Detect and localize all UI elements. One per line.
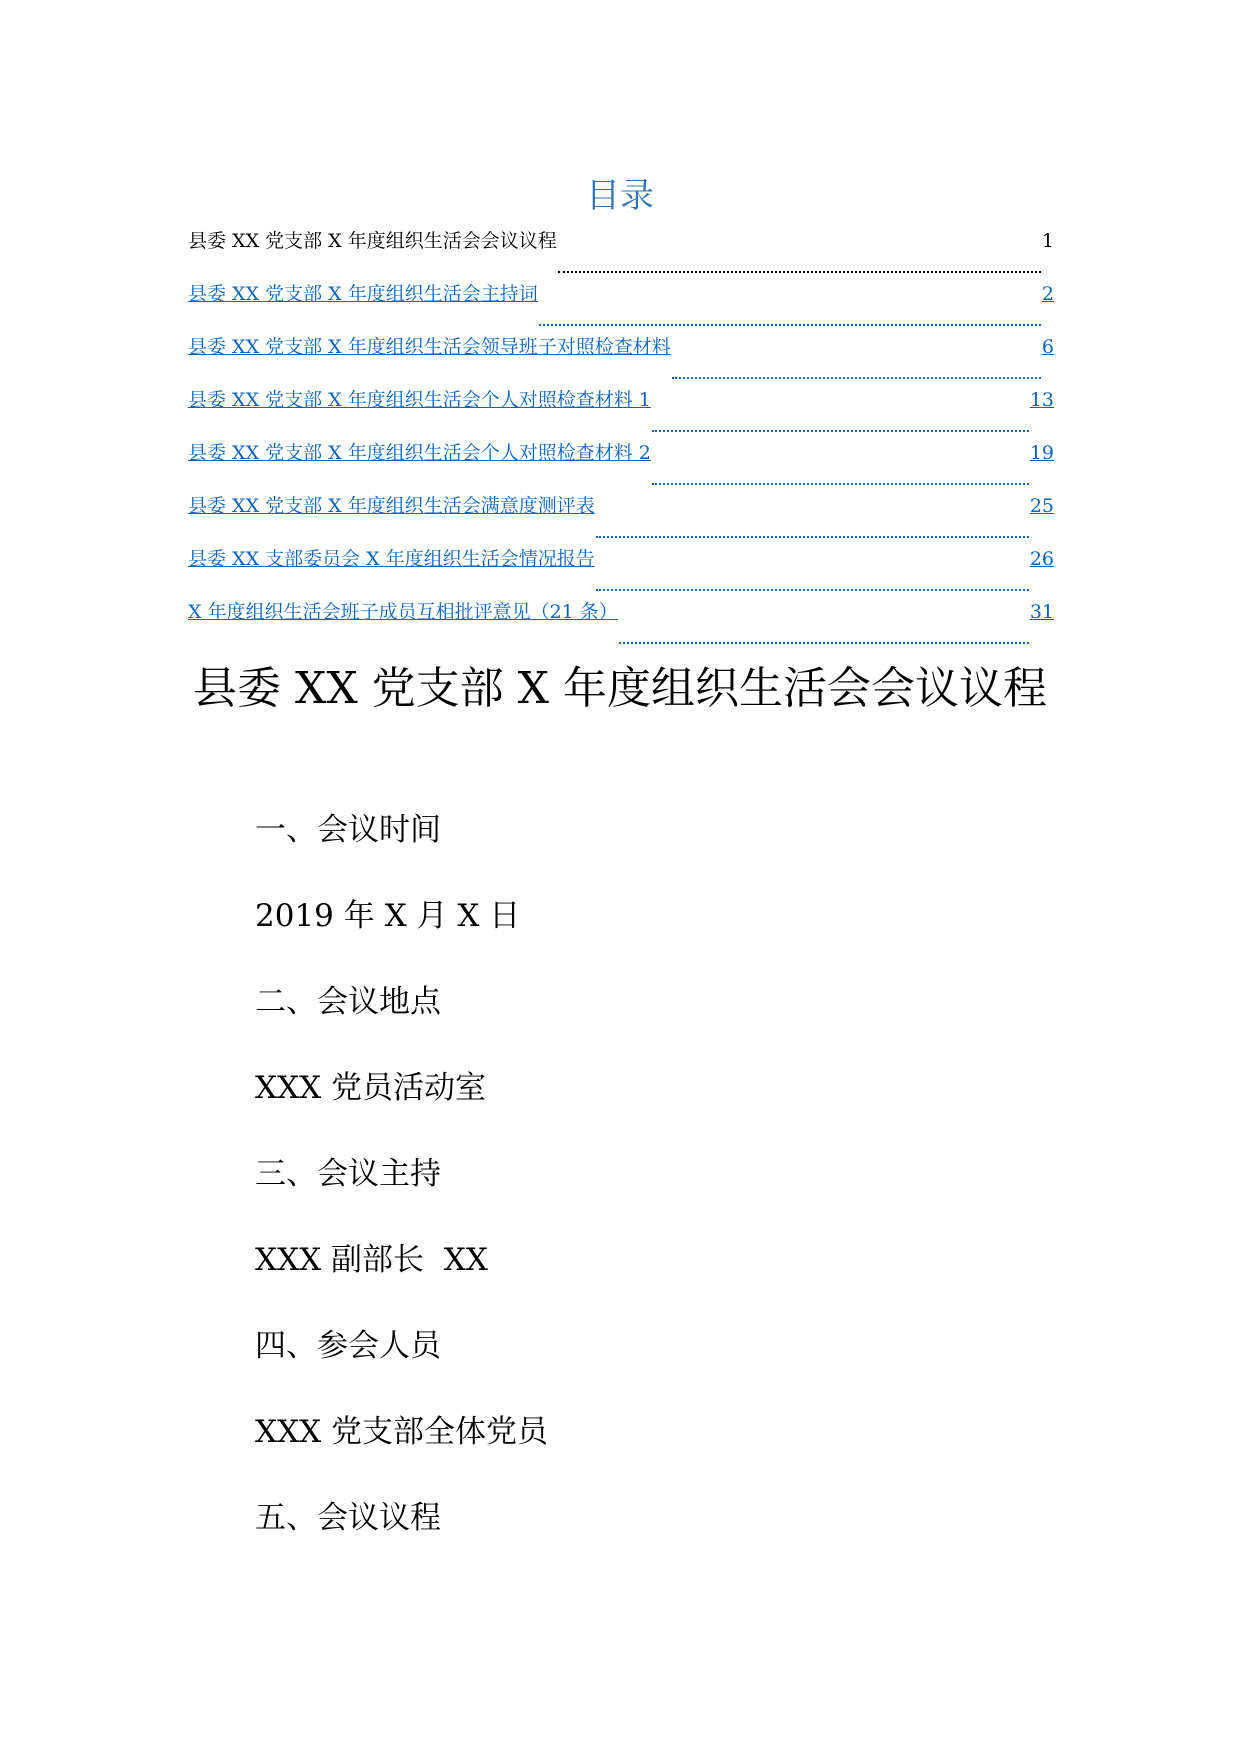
toc-entry[interactable] (188, 440, 1054, 493)
toc-entry-text: 县委 XX 党支部 X 年度组织生活会领导班子对照检查材料 (188, 336, 671, 358)
toc-dot-leader (652, 465, 1029, 485)
toc-entry[interactable] (188, 599, 1054, 652)
toc-entry[interactable] (188, 334, 1054, 387)
toc-entry-text: 县委 XX 党支部 X 年度组织生活会个人对照检查材料 2 (188, 442, 651, 464)
toc-entry[interactable] (188, 387, 1054, 440)
section-content: XXX 党支部全体党员 (255, 1414, 549, 1450)
toc-dot-leader (558, 253, 1041, 273)
section-heading: 一、会议时间 (255, 812, 441, 848)
toc-dot-leader (652, 412, 1029, 432)
document-body (255, 810, 1055, 1584)
toc-title: 目录 (586, 176, 654, 216)
document-title: 县委 XX 党支部 X 年度组织生活会会议议程 (193, 663, 1047, 714)
section-heading: 五、会议议程 (255, 1500, 441, 1536)
section-heading: 三、会议主持 (255, 1156, 441, 1192)
table-of-contents (188, 228, 1054, 652)
toc-entry-page: 1 (1041, 230, 1054, 252)
toc-dot-leader (596, 571, 1029, 591)
toc-entry[interactable] (188, 281, 1054, 334)
toc-entry-page: 13 (1029, 389, 1054, 411)
toc-dot-leader (619, 624, 1029, 644)
toc-dot-leader (539, 306, 1041, 326)
toc-entry-page: 25 (1029, 495, 1054, 517)
section-content: XXX 党员活动室 (255, 1070, 487, 1106)
toc-entry-page: 6 (1041, 336, 1054, 358)
toc-entry[interactable] (188, 493, 1054, 546)
section-content: XXX 副部长 XX (255, 1242, 488, 1278)
toc-entry-page: 26 (1029, 548, 1054, 570)
toc-entry[interactable] (188, 228, 1054, 281)
section-content: 2019 年 X 月 X 日 (255, 898, 521, 934)
toc-entry-text: 县委 XX 支部委员会 X 年度组织生活会情况报告 (188, 548, 595, 570)
toc-dot-leader (596, 518, 1029, 538)
toc-dot-leader (672, 359, 1041, 379)
toc-entry-text: X 年度组织生活会班子成员互相批评意见（21 条） (188, 601, 618, 623)
toc-entry-text: 县委 XX 党支部 X 年度组织生活会会议议程 (188, 230, 557, 252)
toc-entry[interactable] (188, 546, 1054, 599)
toc-entry-text: 县委 XX 党支部 X 年度组织生活会满意度测评表 (188, 495, 595, 517)
section-heading: 二、会议地点 (255, 984, 441, 1020)
section-heading: 四、参会人员 (255, 1328, 441, 1364)
toc-entry-page: 19 (1029, 442, 1054, 464)
toc-entry-page: 2 (1041, 283, 1054, 305)
toc-entry-text: 县委 XX 党支部 X 年度组织生活会主持词 (188, 283, 538, 305)
toc-entry-text: 县委 XX 党支部 X 年度组织生活会个人对照检查材料 1 (188, 389, 651, 411)
toc-entry-page: 31 (1029, 601, 1054, 623)
